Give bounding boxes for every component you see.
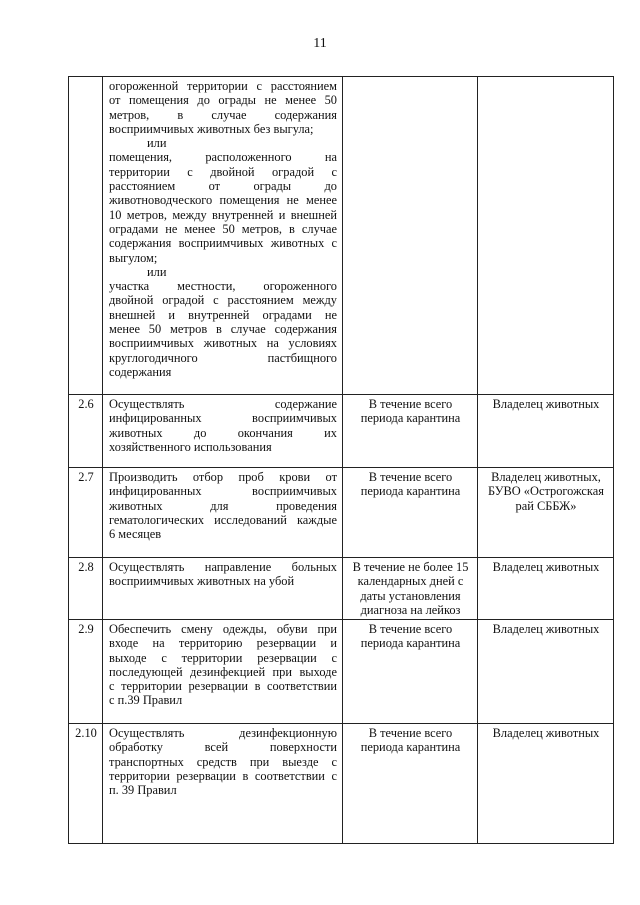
responsible-text: Владелец животных: [492, 397, 600, 411]
text-line: двойной оградой с расстоянием между: [109, 293, 337, 308]
measures-table: [68, 76, 614, 844]
text-line: оградами не менее 50 метров, в случае: [109, 221, 337, 236]
deadline-text: В течение всего: [368, 470, 453, 484]
action-cell: [103, 468, 343, 558]
deadline-cell: [343, 558, 478, 620]
responsible-cell: [478, 724, 614, 844]
deadline-text: диагноза на лейкоз: [360, 602, 461, 617]
text-line: восприимчивых животных на убой: [109, 574, 295, 589]
text-line: внешней и внутренней оградами не: [109, 307, 337, 322]
page-number: 11: [313, 36, 327, 51]
row-number: 2.6: [69, 395, 103, 468]
table-row: [69, 620, 614, 724]
action-cell: [103, 724, 343, 844]
responsible-cell: [478, 558, 614, 620]
action-cell: [103, 620, 343, 724]
text-line: инфицированных восприимчивых: [109, 411, 337, 426]
text-line: восприимчивых животных на условиях: [109, 336, 337, 351]
responsible-text: Владелец животных: [492, 560, 600, 574]
responsible-text: Владелец животных,: [491, 470, 601, 484]
alternative-connector: или: [147, 264, 167, 279]
deadline-cell: [343, 77, 478, 395]
deadline-text: В течение всего: [368, 397, 453, 411]
text-line: обработку всей поверхности: [109, 740, 337, 755]
deadline-cell: [343, 395, 478, 468]
table-row-continuation: [69, 77, 614, 395]
text-line: Осуществлять направление больных: [109, 560, 337, 574]
deadline-text: периода карантина: [360, 484, 461, 499]
text-line: Обеспечить смену одежды, обуви при: [109, 622, 337, 636]
text-line: с п.39 Правил: [109, 693, 183, 708]
text-line: круглогодичного пастбищного: [109, 350, 337, 365]
text-line: метров, в случае содержания: [109, 107, 337, 122]
responsible-cell: [478, 77, 614, 395]
text-line: Производить отбор проб крови от: [109, 470, 337, 484]
text-line: менее 50 метров в случае содержания: [109, 322, 337, 337]
text-line: гематологических исследований каждые: [109, 512, 337, 527]
text-line: огороженной территории с расстоянием: [109, 79, 337, 93]
text-line: п. 39 Правил: [109, 783, 177, 798]
text-line: от помещения до ограды не менее 50: [109, 93, 337, 108]
responsible-cell: [478, 468, 614, 558]
row-number: 2.8: [69, 558, 103, 620]
row-number: 2.7: [69, 468, 103, 558]
responsible-text: БУВО «Острогожская: [488, 484, 604, 499]
row-number: 2.10: [69, 724, 103, 844]
text-line: содержания восприимчивых животных с: [109, 236, 337, 251]
table-row: [69, 558, 614, 620]
deadline-text: В течение всего: [368, 622, 453, 636]
responsible-cell: [478, 620, 614, 724]
text-line: животных до окончания их: [109, 425, 337, 440]
text-line: помещения, расположенного на: [109, 150, 337, 165]
text-line: Осуществлять содержание: [109, 397, 337, 411]
text-line: территории резервации в соответствии с: [109, 768, 337, 783]
text-line: 6 месяцев: [109, 527, 162, 542]
text-line: выгулом;: [109, 250, 158, 265]
deadline-text: периода карантина: [360, 740, 461, 755]
deadline-cell: [343, 468, 478, 558]
text-line: животных для проведения: [109, 498, 337, 513]
text-line: участка местности, огороженного: [109, 279, 337, 294]
text-line: с территории резервации в соответствии: [109, 679, 337, 694]
text-line: расстоянием от ограды до: [109, 179, 337, 194]
deadline-text: календарных дней с: [357, 574, 464, 589]
deadline-cell: [343, 724, 478, 844]
text-line: инфицированных восприимчивых: [109, 484, 337, 499]
text-line: территории с двойной оградой с: [109, 164, 337, 179]
action-cell: [103, 395, 343, 468]
deadline-text: В течение всего: [368, 726, 453, 740]
text-line: транспортных средств при выезде с: [109, 754, 337, 769]
responsible-text: Владелец животных: [492, 622, 600, 636]
responsible-text: рай СББЖ»: [515, 498, 577, 513]
responsible-cell: [478, 395, 614, 468]
deadline-text: периода карантина: [360, 636, 461, 651]
text-line: входе на территорию резервации и: [109, 636, 337, 651]
text-line: последующей дезинфекцией при выходе: [109, 664, 337, 679]
responsible-text: Владелец животных: [492, 726, 600, 740]
text-line: восприимчивых животных без выгула;: [109, 121, 314, 136]
text-line: выходе с территории резервации с: [109, 650, 337, 665]
table-row: [69, 468, 614, 558]
text-line: 10 метров, между внутренней и внешней: [109, 207, 337, 222]
text-line: Осуществлять дезинфекционную: [109, 726, 337, 740]
row-number: 2.9: [69, 620, 103, 724]
action-cell: [103, 77, 343, 395]
deadline-text: В течение не более 15: [352, 560, 469, 574]
text-line: содержания: [109, 364, 172, 379]
table-row: [69, 724, 614, 844]
action-cell: [103, 558, 343, 620]
deadline-text: периода карантина: [360, 411, 461, 426]
deadline-text: даты установления: [360, 588, 461, 603]
alternative-connector: или: [147, 136, 167, 151]
text-line: животноводческого помещения не менее: [109, 193, 337, 208]
table-row: [69, 395, 614, 468]
deadline-cell: [343, 620, 478, 724]
text-line: хозяйственного использования: [109, 439, 272, 454]
row-number-cell: [69, 77, 103, 395]
